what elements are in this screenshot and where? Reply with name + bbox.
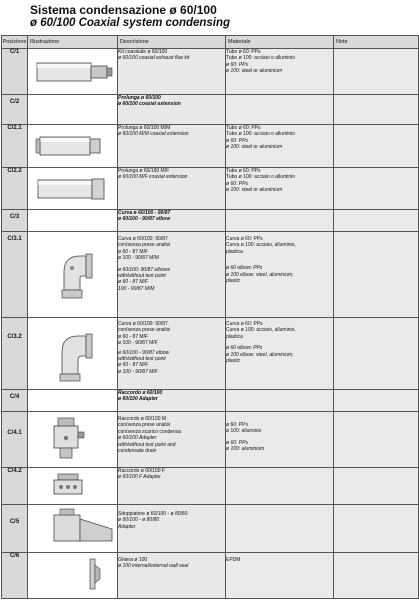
desc-line: ø 60/100 Adapter — [118, 396, 158, 403]
coaxial-kit-icon — [28, 49, 118, 95]
splitter-icon — [28, 505, 118, 553]
notes-cell — [334, 505, 419, 553]
extension-mf-icon — [28, 168, 118, 210]
material-cell — [226, 412, 334, 468]
material-cell — [226, 210, 334, 232]
illustration-cell — [28, 168, 118, 210]
notes-cell — [334, 468, 419, 505]
illustration-cell — [28, 412, 118, 468]
mat-line: ø 60 elbow: PPs — [226, 265, 263, 272]
mat-line: Curva ø 60: PPs — [226, 236, 263, 242]
row-code: C/3.1 — [2, 232, 28, 318]
mat-line: ø 100: steel or aluminium — [226, 68, 283, 75]
notes-cell — [334, 49, 419, 95]
illustration-cell — [28, 505, 118, 553]
table-row — [2, 232, 419, 318]
mat-line: ø 60: PPs — [226, 439, 248, 446]
desc-line: Kit coassiale ø 60/100 — [118, 49, 168, 55]
mat-line: EPDM — [226, 557, 241, 563]
material-cell — [226, 168, 334, 210]
title-english: ø 60/100 Coaxial system condensing — [30, 17, 231, 29]
table-row — [2, 49, 419, 95]
page-title — [30, 4, 230, 30]
row-code: C/2 — [2, 95, 28, 125]
illustration-cell — [28, 553, 118, 599]
desc-line: ø 60 - 87 M/F — [118, 279, 149, 286]
mat-line: ø 100 elbow: steel, aluminium, — [226, 271, 294, 278]
desc-line: Prolunga ø 60/100 M/F — [118, 168, 170, 174]
desc-line: Raccordo ø 60/100 M — [118, 416, 167, 422]
description-cell — [118, 553, 226, 599]
mat-line: Curva ø 100: acciaio, alluminio, — [226, 242, 296, 249]
desc-line: Curva ø 60/100 - 90/87 — [118, 210, 171, 216]
material-cell — [226, 505, 334, 553]
desc-line: ø 60/100 - 90/87 elbow — [118, 216, 171, 223]
wall-seal-icon — [28, 553, 118, 599]
desc-line: ø 60/100 - 90/87 elbow — [118, 349, 170, 356]
desc-line: Ghiera ø 100 — [118, 557, 148, 563]
mat-line: ø 100: steel or aluminium — [226, 187, 283, 194]
material-cell — [226, 390, 334, 412]
mat-line: ø 60 elbow: PPs — [226, 345, 263, 352]
desc-line: Sdoppiatore ø 60/100 - ø 80/80 — [118, 511, 188, 517]
desc-line: ø 100 - 90/87 M/F — [118, 368, 158, 375]
desc-line: 100 - 90/87 M/M — [118, 285, 155, 292]
table-row — [2, 553, 419, 599]
header-material: Materiale — [226, 36, 334, 49]
illustration-cell — [28, 232, 118, 318]
description-cell — [118, 505, 226, 553]
material-cell — [226, 95, 334, 125]
row-code: C/2.1 — [2, 125, 28, 168]
desc-line: ø 60/100 M/M coaxial extension — [118, 131, 189, 138]
desc-line: Curva ø 60/100: 90/87 — [118, 321, 168, 327]
description-cell — [118, 390, 226, 412]
row-code: C/3 — [2, 210, 28, 232]
description-cell — [118, 232, 226, 318]
mat-line: Tubo ø 100: acciaio o alluminio — [226, 55, 296, 62]
desc-line: with/without test point and — [118, 441, 176, 448]
material-cell — [226, 49, 334, 95]
row-code: C/2.2 — [2, 168, 28, 210]
header-illustration: Illustrazione — [28, 36, 118, 49]
adapter-icon — [28, 412, 118, 468]
notes-cell — [334, 318, 419, 390]
material-cell — [226, 468, 334, 505]
table-header-row — [2, 36, 419, 49]
desc-line: ø 60/100 F Adapter — [118, 474, 161, 481]
desc-line: condensate drain — [118, 448, 157, 455]
table-row — [2, 318, 419, 390]
table-row — [2, 505, 419, 553]
table-row — [2, 412, 419, 468]
description-cell — [118, 95, 226, 125]
desc-line: Prolunga ø 60/100 — [118, 95, 161, 101]
mat-line: ø 60: PPs — [226, 422, 248, 428]
table-row — [2, 125, 419, 168]
table-row — [2, 468, 419, 505]
row-code: C/3.2 — [2, 318, 28, 390]
description-cell — [118, 210, 226, 232]
material-cell — [226, 553, 334, 599]
desc-line: ø 60/100 Adapter — [118, 435, 157, 442]
mat-line: ø 100 elbow: steel, aluminium, — [226, 351, 294, 358]
desc-line: con/senza prese analisi — [118, 242, 171, 249]
description-cell — [118, 318, 226, 390]
notes-cell — [334, 210, 419, 232]
desc-line: ø 60 - 87 M/F — [118, 248, 149, 255]
row-code: C/6 — [2, 553, 28, 599]
illustration-cell — [28, 95, 118, 125]
desc-line: ø 60/100: 90/87 elbows — [118, 266, 170, 273]
illustration-cell — [28, 318, 118, 390]
illustration-cell — [28, 125, 118, 168]
desc-line: with/without test point — [118, 273, 166, 280]
mat-line: plastica — [226, 333, 243, 340]
desc-line: con/senza prese analisi — [118, 327, 171, 334]
row-code: C/4.2 — [2, 468, 28, 505]
header-notes: Note — [334, 36, 419, 49]
desc-line: ø 60 - 87 M/F — [118, 362, 149, 369]
notes-cell — [334, 390, 419, 412]
mat-line: Tubo ø 100: acciaio o alluminio — [226, 131, 296, 138]
mat-line: plastica — [226, 248, 243, 255]
table-row — [2, 95, 419, 125]
notes-cell — [334, 95, 419, 125]
table-row — [2, 390, 419, 412]
header-description: Descrizione — [118, 36, 226, 49]
desc-line: Adapter — [118, 523, 136, 530]
desc-line: Raccordo ø 60/100 — [118, 390, 163, 396]
notes-cell — [334, 553, 419, 599]
mat-line: ø 60: PPs — [226, 137, 248, 144]
mat-line: ø 60: PPs — [226, 61, 248, 68]
desc-line: ø 60/100 coaxial exhaust flue kit — [118, 55, 190, 62]
header-position: Posizione — [2, 36, 28, 49]
mat-line: ø 100: alluminio — [226, 428, 262, 435]
notes-cell — [334, 125, 419, 168]
mat-line: ø 100: aluminium — [226, 446, 265, 453]
notes-cell — [334, 168, 419, 210]
notes-cell — [334, 232, 419, 318]
table-row — [2, 168, 419, 210]
row-code: C/5 — [2, 505, 28, 553]
desc-line: Raccordo ø 60/100 F — [118, 468, 165, 474]
description-cell — [118, 412, 226, 468]
mat-line: ø 100: steel or aluminium — [226, 144, 283, 151]
row-code: C/4 — [2, 390, 28, 412]
desc-line: Prolunga ø 60/100 M/M — [118, 125, 171, 131]
row-code: C/4.1 — [2, 412, 28, 468]
desc-line: ø 60/100 coaxial extension — [118, 101, 181, 108]
desc-line: with/without test point — [118, 356, 166, 363]
mat-line: Tubo ø 60: PPs — [226, 125, 261, 131]
table-row — [2, 210, 419, 232]
row-code: C/1 — [2, 49, 28, 95]
elbow-icon — [28, 232, 118, 318]
notes-cell — [334, 412, 419, 468]
illustration-cell — [28, 210, 118, 232]
description-cell — [118, 49, 226, 95]
desc-line: ø 100 - 90/87 M/F — [118, 340, 158, 347]
description-cell — [118, 168, 226, 210]
elbow-icon — [28, 318, 118, 390]
description-cell — [118, 125, 226, 168]
desc-line: ø 100 - 90/87 M/M — [118, 255, 159, 262]
material-cell — [226, 232, 334, 318]
desc-line: ø 60/100 M/F coaxial extension — [118, 174, 188, 181]
desc-line: Curva ø 60/100: 90/87 — [118, 236, 168, 242]
mat-line: Curva ø 60: PPs — [226, 321, 263, 327]
product-table — [1, 35, 419, 599]
title-italian: Sistema condensazione ø 60/100 — [30, 3, 217, 17]
material-cell — [226, 125, 334, 168]
desc-line: con/senza scarico condensa — [118, 428, 182, 435]
mat-line: plastic — [226, 278, 241, 285]
description-cell — [118, 468, 226, 505]
mat-line: Tubo ø 60: PPs — [226, 168, 261, 174]
mat-line: ø 60: PPs — [226, 180, 248, 187]
illustration-cell — [28, 49, 118, 95]
mat-line: Curva ø 100: acciaio, alluminio, — [226, 327, 296, 334]
mat-line: plastic — [226, 358, 241, 365]
desc-line: ø 100 internal/external wall seal — [118, 563, 189, 570]
mat-line: Tubo ø 60: PPs — [226, 49, 261, 55]
desc-line: ø 60 - 87 M/F — [118, 333, 149, 340]
illustration-cell — [28, 390, 118, 412]
mat-line: Tubo ø 100: acciaio o alluminio — [226, 174, 296, 181]
illustration-cell — [28, 468, 118, 505]
desc-line: ø 60/100 - ø 80/80 — [118, 517, 160, 524]
extension-mm-icon — [28, 125, 118, 168]
adapter-female-icon — [28, 468, 118, 505]
material-cell — [226, 318, 334, 390]
desc-line: con/senza prese analisi — [118, 422, 171, 429]
